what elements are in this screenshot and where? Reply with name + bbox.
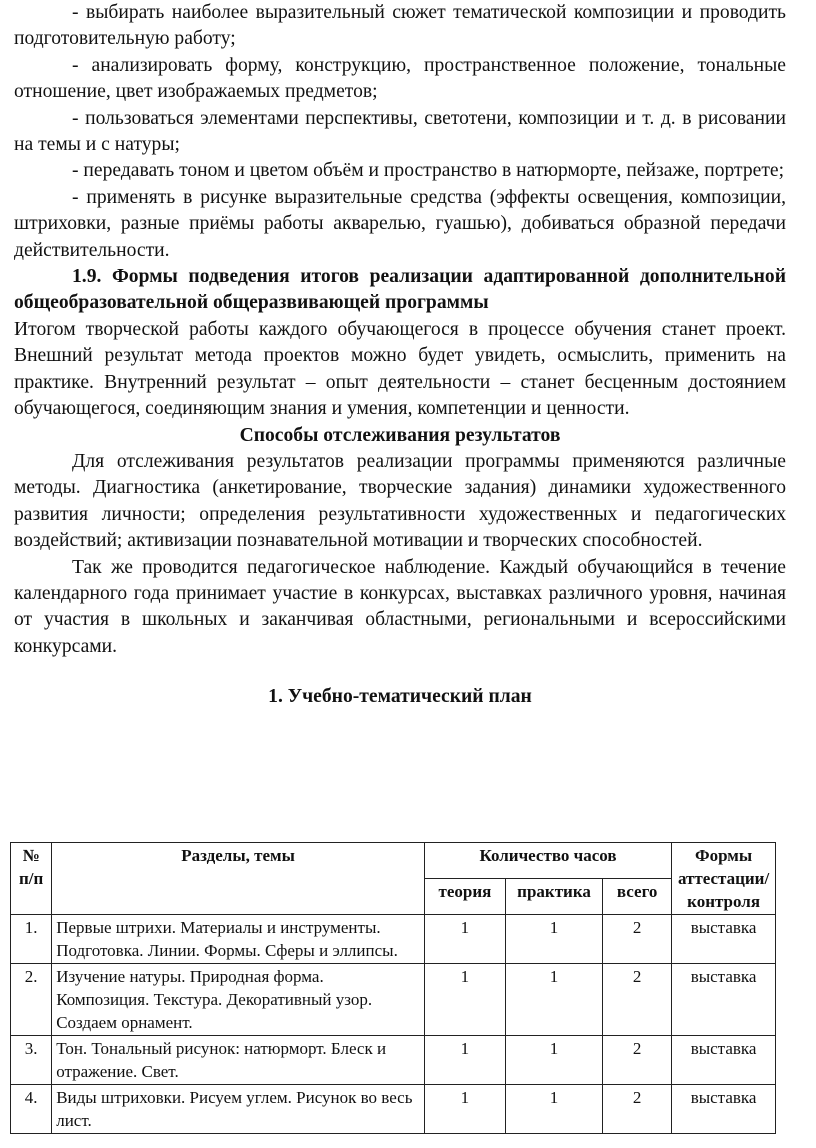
row-theory: 1 — [424, 964, 505, 1036]
section-paragraph: Итогом творческой работы каждого обучающегося в процессе обучения станет проект. Внешний результат метода проектов можно будет увидеть, осмыслить, применить на практике. Внутренний результат – опыт деятельности – станет бесценным достоянием обучающегося, соединяющим знания и умения, компетенции и ценности. — [14, 318, 786, 420]
row-topic: Первые штрихи. Материалы и инструменты. Подготовка. Линии. Формы. Сферы и эллипсы. — [52, 915, 425, 964]
row-num: 3. — [11, 1036, 52, 1085]
table-row — [11, 915, 776, 964]
bullet-item: - выбирать наиболее выразительный сюжет тематической композиции и проводить подготовительную работу; — [14, 2, 786, 50]
row-form: выставка — [672, 1036, 776, 1085]
header-hours: Количество часов — [424, 843, 671, 879]
bullet-item: - анализировать форму, конструкцию, пространственное положение, тональные отношение, цвет изображаемых предметов; — [14, 54, 786, 103]
row-practice: 1 — [505, 1036, 602, 1085]
paragraph: Так же проводится педагогическое наблюдение. Каждый обучающийся в течение календарного года принимает участие в конкурсах, выставках различного уровня, начиная от участия в школьных и заканчивая областными, региональными и всероссийскими конкурсами. — [14, 556, 786, 657]
header-theory: теория — [424, 879, 505, 915]
header-num: № п/п — [11, 843, 52, 915]
header-total: всего — [603, 879, 672, 915]
bullet-item: - пользоваться элементами перспективы, светотени, композиции и т. д. в рисовании на темы и с натуры; — [14, 107, 786, 156]
header-practice: практика — [505, 879, 602, 915]
header-forms: Формы аттестации/ контроля — [672, 843, 776, 915]
row-form: выставка — [672, 1085, 776, 1134]
plan-title: 1. Учебно-тематический план — [268, 686, 532, 708]
row-form: выставка — [672, 915, 776, 964]
document-page — [14, 0, 786, 708]
header-topics: Разделы, темы — [52, 843, 425, 915]
plan-table — [10, 842, 776, 1134]
row-theory: 1 — [424, 1036, 505, 1085]
table-header-row — [11, 843, 776, 879]
section-heading: 1.9. Формы подведения итогов реализации адаптированной дополнительной общеобразовательной общеразвивающей программы — [14, 266, 786, 314]
row-total: 2 — [603, 964, 672, 1036]
table-row — [11, 1085, 776, 1134]
row-theory: 1 — [424, 915, 505, 964]
table-row — [11, 964, 776, 1036]
row-practice: 1 — [505, 964, 602, 1036]
row-practice: 1 — [505, 915, 602, 964]
row-topic: Виды штриховки. Рисуем углем. Рисунок во весь лист. — [52, 1085, 425, 1134]
row-topic: Тон. Тональный рисунок: натюрморт. Блеск и отражение. Свет. — [52, 1036, 425, 1085]
row-practice: 1 — [505, 1085, 602, 1134]
row-total: 2 — [603, 915, 672, 964]
row-topic: Изучение натуры. Природная форма. Композиция. Текстура. Декоративный узор. Создаем орнамент. — [52, 964, 425, 1036]
table-row — [11, 1036, 776, 1085]
bullet-item: - передавать тоном и цветом объём и пространство в натюрморте, пейзаже, портрете; — [72, 160, 785, 182]
row-total: 2 — [603, 1036, 672, 1085]
row-total: 2 — [603, 1085, 672, 1134]
subheading: Способы отслеживания результатов — [239, 424, 561, 446]
paragraph: Для отслеживания результатов реализации программы применяются различные методы. Диагностика (анкетирование, творческие задания) динамики художественного развития личности; определения результативности художественных и педагогических воздействий; активизации познавательной мотивации и творческих способностей. — [14, 450, 786, 552]
row-num: 1. — [11, 915, 52, 964]
row-num: 2. — [11, 964, 52, 1036]
row-theory: 1 — [424, 1085, 505, 1134]
bullet-item: - применять в рисунке выразительные средства (эффекты освещения, композиции, штриховки, разные приёмы работы акварелью, гуашью), добиваться образной передачи действительности. — [14, 186, 786, 261]
row-num: 4. — [11, 1085, 52, 1134]
row-form: выставка — [672, 964, 776, 1036]
